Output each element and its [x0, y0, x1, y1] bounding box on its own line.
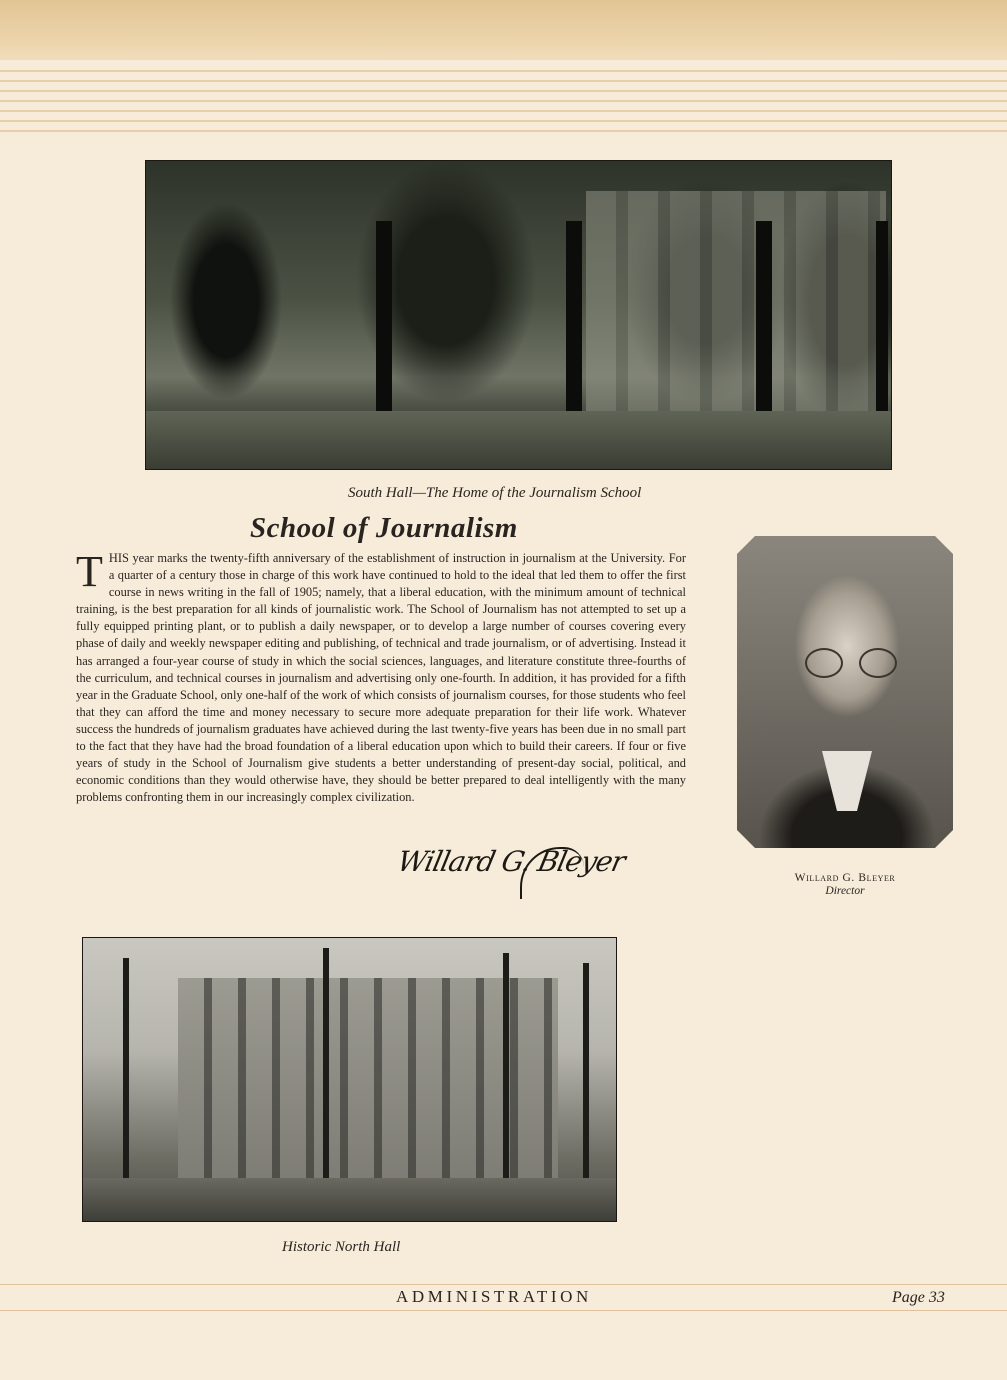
north-hall-caption: Historic North Hall	[282, 1239, 401, 1255]
lawn	[146, 411, 891, 469]
glasses-lens	[805, 648, 843, 678]
section-label: ADMINISTRATION	[396, 1287, 592, 1306]
article-body	[76, 547, 686, 806]
tree-trunk	[323, 948, 329, 1208]
north-hall-photo	[82, 937, 617, 1222]
top-color-band	[0, 0, 1007, 60]
drop-cap: T	[76, 547, 103, 596]
article-body-text: HIS year marks the twenty-fifth anniversary of the establishment of instruction in journalism at the University. For a quarter of a century those in charge of this work have continued to hold to the ideal that led them to offer the first course in news writing in the fall of 1905; namely, that a liberal education, with the minimum amount of technical training, is the best preparation for all kinds of journalistic work. The School of Journalism has not attempted to set up a fully equipped printing plant, or to publish a daily newspaper, or to develop a large number of courses covering every phase of daily and weekly newspaper editing and publishing, of technical and trade journalism, or of advertising. Instead it has arranged a four-year course of study in which the social sciences, languages, and literature constitute three-fourths of the curriculum, and technical courses in journalism and advertising only one-fourth. In addition, it has provided for a fifth year in the Graduate School, only one-half of the work of which consists of journalism courses, for those students who feel that they can afford the time and money necessary to secure more adequate preparation for their life work. Whatever success the hundreds of journalism graduates have achieved during the last twenty-five years has been due in no small part to the fact that they have had the broad foundation of a liberal education upon which to build their careers. If four or five years of study in the School of Journalism give students a better understanding of present-day social, political, and economic conditions than they would otherwise have, they should be better prepared to deal intelligently with the many problems confronting them in our increasingly complex civilization.	[76, 551, 686, 805]
south-hall-caption: South Hall—The Home of the Journalism School	[348, 485, 642, 501]
signature: Willard G. Bleyer	[394, 845, 628, 878]
portrait-role: Director	[825, 885, 865, 897]
ground	[83, 1178, 616, 1221]
footer-rule	[0, 1310, 1007, 1311]
portrait-photo	[737, 536, 953, 848]
south-hall-building	[586, 191, 886, 411]
south-hall-photo	[145, 160, 892, 470]
collar	[822, 751, 872, 811]
tree-trunk	[123, 958, 129, 1198]
tree-trunk	[503, 953, 509, 1208]
glasses-lens	[859, 648, 897, 678]
portrait-caption	[737, 872, 953, 898]
footer-rule	[0, 1284, 1007, 1285]
portrait-name: Willard G. Bleyer	[794, 872, 896, 884]
north-hall-building	[178, 978, 558, 1193]
decorative-stripes	[0, 62, 1007, 132]
article-title: School of Journalism	[250, 512, 518, 544]
page-number: Page 33	[892, 1289, 945, 1306]
tree-trunk	[583, 963, 589, 1203]
